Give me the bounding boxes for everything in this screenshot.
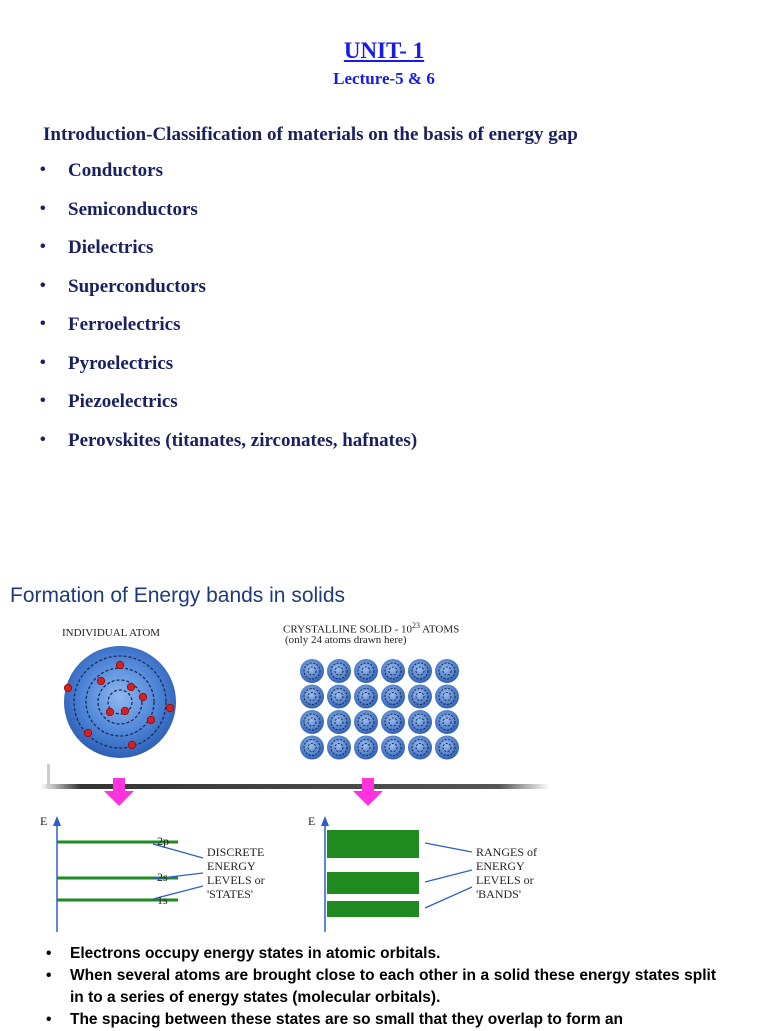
ranges-bands-label [476, 845, 537, 901]
electron-dot [97, 677, 105, 685]
lecture-subtitle: Lecture-5 & 6 [333, 69, 435, 88]
electron-dot [84, 729, 92, 737]
energy-band [327, 830, 419, 858]
bullet-icon: • [46, 1011, 52, 1028]
axis-label-e: E [308, 814, 316, 828]
energy-band [327, 872, 419, 894]
point-text: Electrons occupy energy states in atomic orbitals. [70, 945, 441, 962]
list-item [44, 1009, 716, 1031]
ranges-line: ENERGY [476, 859, 525, 873]
bullet-icon: • [40, 276, 46, 294]
electron-dot [106, 708, 114, 716]
material-name: Ferroelectrics [68, 314, 181, 335]
electron-dot [116, 661, 124, 669]
explanation-list [44, 943, 716, 1031]
point-text: The spacing between these states are so small that they overlap to form an [70, 1011, 623, 1028]
level-label-2s: 2s [157, 870, 168, 884]
section-title: Formation of Energy bands in solids [10, 584, 346, 607]
down-arrow-icon [353, 778, 383, 806]
electron-dot [139, 693, 147, 701]
crystal-label-text: CRYSTALLINE SOLID - 10 [283, 623, 412, 636]
bullet-icon: • [40, 315, 46, 332]
crystal-atoms [300, 659, 459, 760]
axis-label-e: E [40, 814, 48, 828]
electron-dot [127, 683, 135, 691]
electron-dot [121, 707, 129, 715]
discrete-line: LEVELS or [207, 873, 265, 887]
point-text: When several atoms are brought close to each other in a solid these energy states split in to a series of energy states (molecular orbitals). [70, 967, 716, 1006]
crystal-label-atoms: ATOMS [419, 623, 460, 636]
intro-heading: Introduction-Classification of materials on the basis of energy gap [43, 124, 578, 145]
pointer-arrows-right [425, 843, 472, 908]
level-label-2p: 2p [157, 834, 169, 848]
bullet-icon: • [40, 430, 46, 448]
material-name: Superconductors [68, 275, 206, 297]
material-name: Piezoelectrics [68, 391, 178, 412]
discrete-line: 'STATES' [207, 887, 254, 901]
list-item [44, 943, 716, 965]
discrete-line: ENERGY [207, 859, 256, 873]
bullet-icon: • [40, 353, 46, 371]
energy-axis-left [53, 816, 61, 932]
crystal-sublabel: (only 24 atoms drawn here) [285, 634, 407, 646]
material-name: Dielectrics [68, 237, 154, 258]
bullet-icon: • [46, 967, 52, 984]
bullet-icon: • [40, 161, 46, 178]
electron-dot [128, 741, 136, 749]
individual-atom-label: INDIVIDUAL ATOM [62, 627, 161, 639]
level-label-1s: 1s [157, 893, 168, 907]
list-item [44, 965, 716, 1009]
bullet-icon: • [46, 945, 52, 962]
bullet-icon: • [40, 238, 46, 255]
material-name: Perovskites (titanates, zirconates, hafnates) [68, 429, 418, 451]
ranges-line: LEVELS or [476, 873, 534, 887]
down-arrow-icon [104, 778, 134, 806]
electron-dot [147, 716, 155, 724]
discrete-levels-label [207, 845, 265, 901]
ranges-line: RANGES of [476, 845, 538, 859]
material-name: Pyroelectrics [68, 352, 174, 374]
unit-title: UNIT- 1 [343, 38, 425, 63]
ranges-line: 'BANDS' [476, 887, 521, 901]
electron-dot [166, 704, 174, 712]
energy-band [327, 901, 419, 917]
material-name: Conductors [68, 160, 164, 181]
divider-notch [47, 764, 50, 788]
bullet-icon: • [40, 199, 46, 217]
electron-dot [64, 684, 72, 692]
material-name: Semiconductors [68, 198, 198, 220]
bullet-icon: • [40, 392, 46, 409]
discrete-line: DISCRETE [207, 845, 265, 859]
crystal-label-exponent: 23 [411, 621, 420, 630]
